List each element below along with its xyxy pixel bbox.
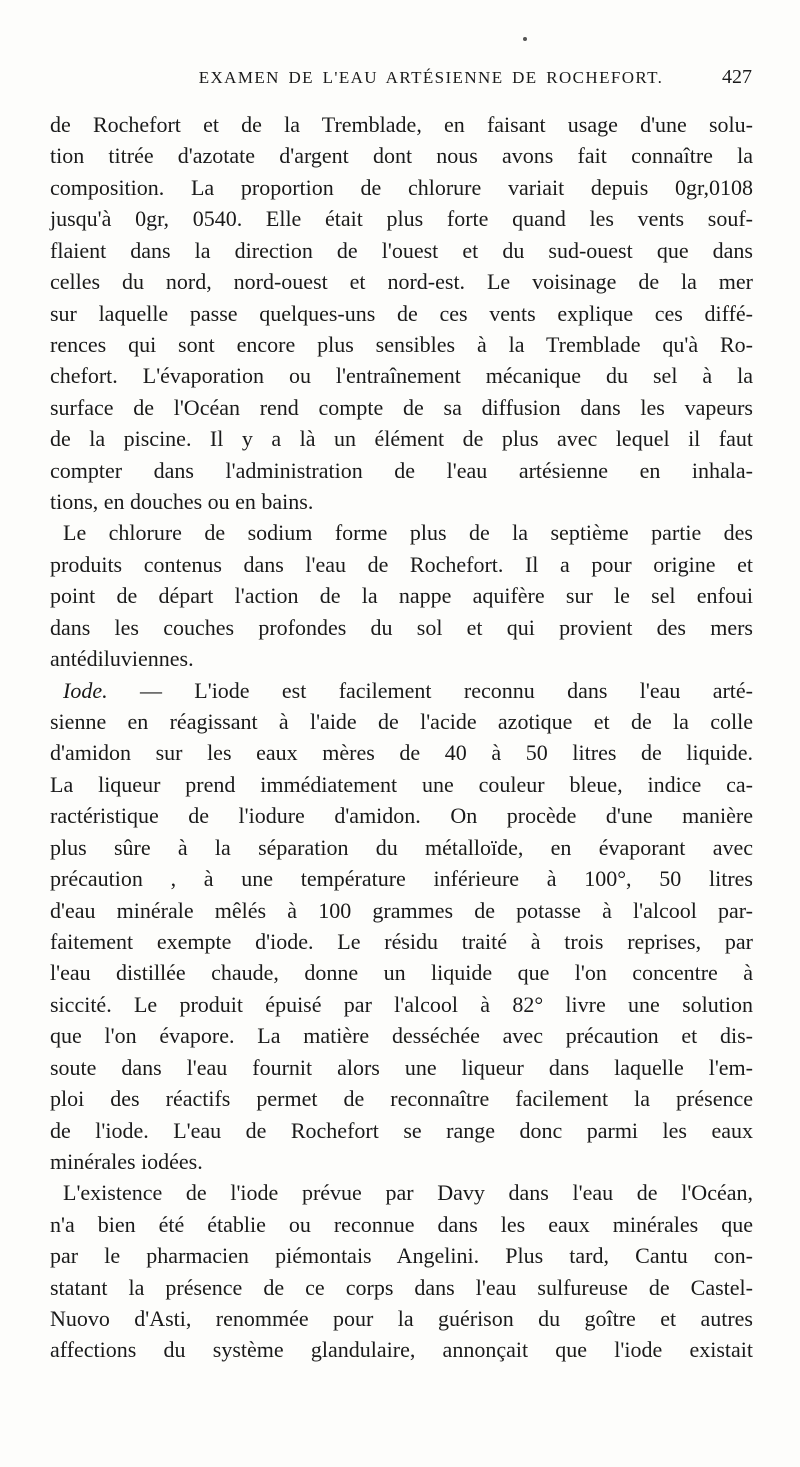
text-line [50,266,753,297]
line-text: statant la présence de ce corps dans l'eau sulfureuse de Castel- [50,1274,753,1300]
text-line [50,1334,753,1365]
text-line [50,580,753,611]
text-line [50,737,753,768]
line-text: par le pharmacien piémontais Angelini. Plus tard, Cantu con- [50,1243,753,1269]
line-text: chefort. L'évaporation ou l'entraînement mécanique du sel à la [50,363,753,389]
text-line [50,863,753,894]
line-text: ploi des réactifs permet de reconnaître facilement la présence [50,1086,753,1112]
line-text: flaient dans la direction de l'ouest et du sud-ouest que dans [50,237,753,263]
text-line [50,1052,753,1083]
line-text: composition. La proportion de chlorure variait depuis 0gr,0108 [50,174,753,200]
text-line [50,140,753,171]
text-line [50,1115,753,1146]
line-text: n'a bien été établie ou reconnue dans les eaux minérales que [50,1211,753,1237]
text-line [50,360,753,391]
line-text: compter dans l'administration de l'eau artésienne en inhala- [50,457,753,483]
text-line [50,235,753,266]
text-line [50,769,753,800]
line-text: sur laquelle passe quelques-uns de ces vents explique ces diffé- [50,300,753,326]
line-text: point de départ l'action de la nappe aquifère sur le sel enfoui [50,583,753,609]
line-text: précaution , à une température inférieure à 100°, 50 litres [50,866,753,892]
line-text: plus sûre à la séparation du métalloïde, en évaporant avec [50,834,753,860]
text-line [50,706,753,737]
text-line [50,612,753,643]
line-text: dans les couches profondes du sol et qui provient des mers [50,614,753,640]
line-text: produits contenus dans l'eau de Rochefort. Il a pour origine et [50,551,753,577]
page-header [50,68,752,94]
line-text: rences qui sont encore plus sensibles à la Tremblade qu'à Ro- [50,331,753,357]
line-text: affections du système glandulaire, annonçait que l'iode existait [50,1337,753,1363]
text-line [50,675,753,706]
line-text: faitement exempte d'iode. Le résidu traité à trois reprises, par [50,928,753,954]
text-line [50,957,753,988]
line-text: L'existence de l'iode prévue par Davy dans l'eau de l'Océan, [63,1180,753,1206]
text-line [50,1020,753,1051]
line-text: tion titrée d'azotate d'argent dont nous avons fait connaître la [50,143,753,169]
line-text: Le chlorure de sodium forme plus de la septième partie des [63,520,753,546]
line-text: antédiluviennes. [50,646,194,672]
text-line [50,172,753,203]
text-line [50,643,753,674]
text-line [50,1303,753,1334]
text-line [50,298,753,329]
line-text: d'eau minérale mêlés à 100 grammes de potasse à l'alcool par- [50,897,753,923]
text-line [50,1177,753,1208]
text-line [50,486,753,517]
text-line [50,1083,753,1114]
line-text: jusqu'à 0gr, 0540. Elle était plus forte quand les vents souf- [50,206,753,232]
text-line [50,392,753,423]
line-text: soute dans l'eau fournit alors une liqueur dans laquelle l'em- [50,1054,753,1080]
text-line [50,455,753,486]
page-number: 427 [722,66,752,88]
line-text: celles du nord, nord-ouest et nord-est. Le voisinage de la mer [50,269,753,295]
text-line [50,926,753,957]
section-heading: Iode. [63,677,108,703]
line-text: La liqueur prend immédiatement une couleur bleue, indice ca- [50,771,753,797]
line-text: siccité. Le produit épuisé par l'alcool à 82° livre une solution [50,991,753,1017]
text-line [50,1240,753,1271]
line-text: de la piscine. Il y a là un élément de plus avec lequel il faut [50,426,753,452]
line-text: l'eau distillée chaude, donne un liquide que l'on concentre à [50,960,753,986]
line-text: tions, en douches ou en bains. [50,489,314,515]
text-line [50,895,753,926]
text-line [50,1146,753,1177]
line-text: — L'iode est facilement reconnu dans l'eau arté- [107,677,753,703]
line-text: que l'on évapore. La matière desséchée avec précaution et dis- [50,1023,753,1049]
print-speck [523,37,527,41]
line-text: ractéristique de l'iodure d'amidon. On procède d'une manière [50,803,753,829]
text-line [50,800,753,831]
text-line [50,549,753,580]
text-line [50,329,753,360]
text-line [50,423,753,454]
text-line [50,517,753,548]
line-text: minérales iodées. [50,1148,203,1174]
line-text: de Rochefort et de la Tremblade, en faisant usage d'une solu- [50,112,753,137]
line-text: Nuovo d'Asti, renommée pour la guérison du goître et autres [50,1306,753,1332]
text-line [50,989,753,1020]
line-text: sienne en réagissant à l'aide de l'acide azotique et de la colle [50,709,753,735]
text-line [50,1209,753,1240]
body-text [50,109,753,1366]
line-text: de l'iode. L'eau de Rochefort se range donc parmi les eaux [50,1117,753,1143]
text-line [50,109,753,140]
running-head: EXAMEN DE L'EAU ARTÉSIENNE DE ROCHEFORT. [198,68,664,87]
text-line [50,832,753,863]
line-text: surface de l'Océan rend compte de sa diffusion dans les vapeurs [50,394,753,420]
text-line [50,203,753,234]
line-text: d'amidon sur les eaux mères de 40 à 50 litres de liquide. [50,740,753,766]
text-line [50,1272,753,1303]
